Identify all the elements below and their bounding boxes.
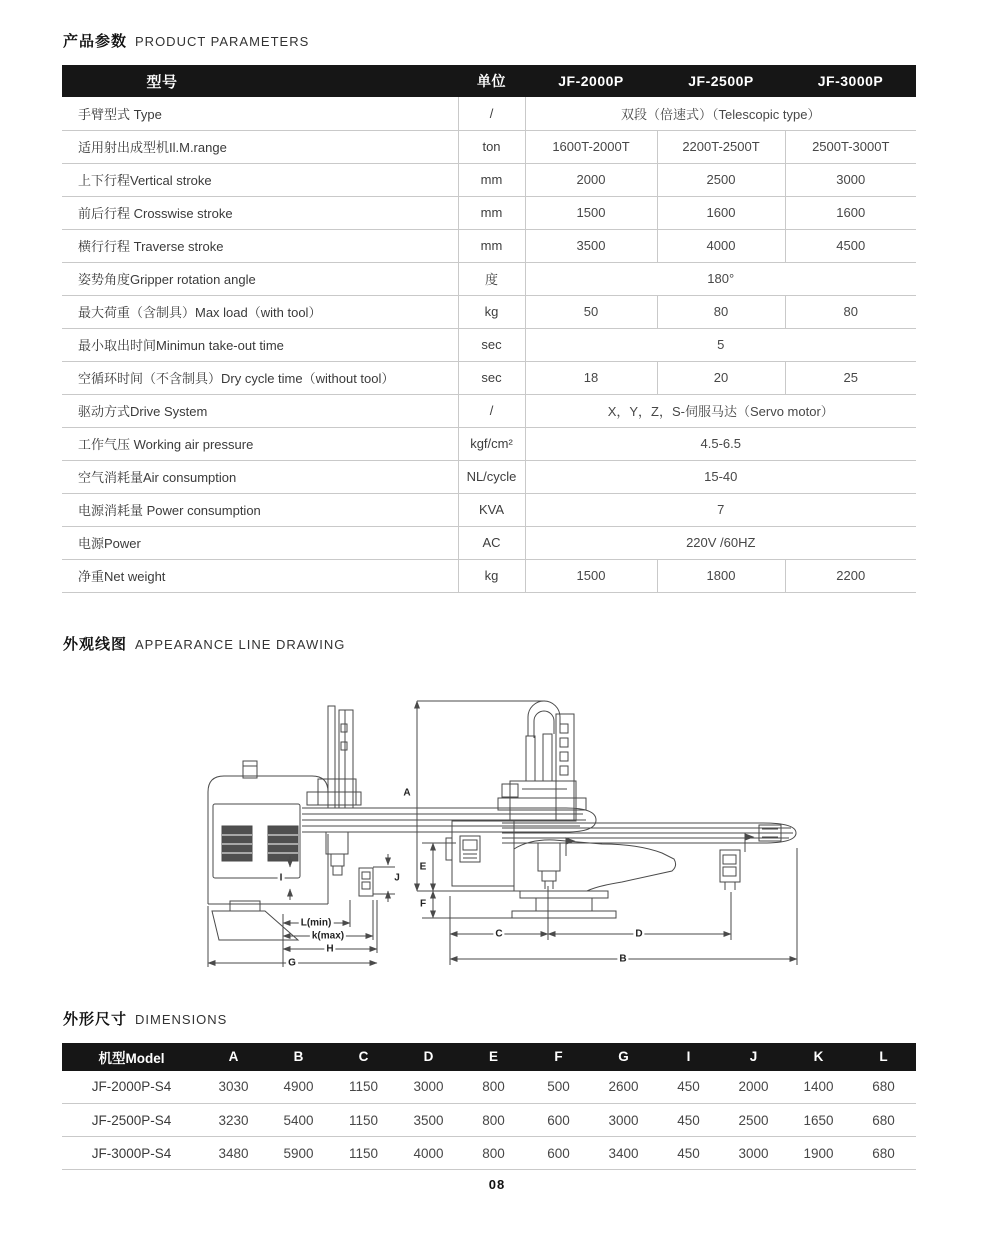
param-value: 1500 <box>525 196 657 229</box>
dim-value: 450 <box>656 1137 721 1170</box>
dimensions-header-row <box>62 1043 916 1071</box>
drawing-section-title <box>63 633 916 654</box>
table-row <box>62 394 916 427</box>
dim-header-i: I <box>656 1043 721 1071</box>
param-label: 姿势角度Gripper rotation angle <box>62 262 458 295</box>
parameters-section-title <box>63 30 916 51</box>
dim-header-d: D <box>396 1043 461 1071</box>
dim-value: 2000 <box>721 1071 786 1104</box>
parameters-title-en: PRODUCT PARAMETERS <box>135 34 310 49</box>
dim-value: 680 <box>851 1104 916 1137</box>
table-row <box>62 1071 916 1104</box>
table-row <box>62 262 916 295</box>
param-value: 1500 <box>525 559 657 592</box>
dim-header-e: E <box>461 1043 526 1071</box>
header-model-jf2500p: JF-2500P <box>657 65 785 97</box>
parameters-header-row <box>62 65 916 97</box>
param-unit: mm <box>458 196 525 229</box>
param-value: 2500T-3000T <box>785 130 916 163</box>
param-value: 1600 <box>657 196 785 229</box>
table-row <box>62 295 916 328</box>
dim-header-b: B <box>266 1043 331 1071</box>
header-model-col: 型号 <box>62 65 458 97</box>
dim-value: 800 <box>461 1104 526 1137</box>
dim-label-i: I <box>279 872 283 883</box>
dim-value: 3500 <box>396 1104 461 1137</box>
parameters-title-zh: 产品参数 <box>63 33 128 50</box>
dim-value: 500 <box>526 1071 591 1104</box>
dim-label-c: C <box>495 928 503 939</box>
param-value-span: 双段（倍速式）（Telescopic type） <box>525 97 916 130</box>
dim-value: 5400 <box>266 1104 331 1137</box>
dim-label-j: J <box>394 872 400 883</box>
parameters-table <box>62 65 916 593</box>
param-value: 18 <box>525 361 657 394</box>
dim-label-f: F <box>419 898 427 909</box>
param-unit: AC <box>458 526 525 559</box>
dim-header-a: A <box>201 1043 266 1071</box>
dim-value: 600 <box>526 1104 591 1137</box>
param-unit: sec <box>458 361 525 394</box>
param-value: 80 <box>657 295 785 328</box>
dim-value: 680 <box>851 1071 916 1104</box>
dim-header-f: F <box>526 1043 591 1071</box>
param-label: 前后行程 Crosswise stroke <box>62 196 458 229</box>
dim-label-d: D <box>635 928 643 939</box>
param-value-span: X，Y，Z，S-伺服马达（Servo motor） <box>525 394 916 427</box>
param-label: 最大荷重（含制具）Max load（with tool） <box>62 295 458 328</box>
table-row <box>62 196 916 229</box>
dim-label-kmax: k(max) <box>311 930 345 941</box>
param-label: 手臂型式 Type <box>62 97 458 130</box>
robot-line-drawing-svg <box>62 686 916 986</box>
dim-model: JF-2000P-S4 <box>62 1071 201 1104</box>
drawing-title-en: APPEARANCE LINE DRAWING <box>135 636 346 652</box>
param-unit: mm <box>458 229 525 262</box>
table-row <box>62 493 916 526</box>
dim-value: 1900 <box>786 1137 851 1170</box>
dim-value: 3400 <box>591 1137 656 1170</box>
param-value: 2000 <box>525 163 657 196</box>
param-value: 3000 <box>785 163 916 196</box>
param-label: 电源Power <box>62 526 458 559</box>
param-unit: NL/cycle <box>458 460 525 493</box>
param-value-span: 15-40 <box>525 460 916 493</box>
dim-value: 4000 <box>396 1137 461 1170</box>
param-value: 1800 <box>657 559 785 592</box>
dim-value: 680 <box>851 1137 916 1170</box>
dim-value: 450 <box>656 1071 721 1104</box>
dim-model: JF-2500P-S4 <box>62 1104 201 1137</box>
param-value-span: 5 <box>525 328 916 361</box>
page-footer <box>0 1176 994 1194</box>
param-label: 电源消耗量 Power consumption <box>62 493 458 526</box>
dim-label-h: H <box>326 943 334 954</box>
table-row <box>62 1104 916 1137</box>
table-row <box>62 97 916 130</box>
dim-value: 1150 <box>331 1071 396 1104</box>
dim-header-k: K <box>786 1043 851 1071</box>
param-unit: 度 <box>458 262 525 295</box>
param-label: 驱动方式Drive System <box>62 394 458 427</box>
table-row <box>62 460 916 493</box>
param-value-span: 220V /60HZ <box>525 526 916 559</box>
dim-label-a: A <box>403 787 411 798</box>
table-row <box>62 559 916 592</box>
param-label: 工作气压 Working air pressure <box>62 427 458 460</box>
dim-label-lmin: L(min) <box>300 917 332 928</box>
table-row <box>62 163 916 196</box>
table-row <box>62 229 916 262</box>
dim-value: 3000 <box>396 1071 461 1104</box>
param-unit: mm <box>458 163 525 196</box>
dim-value: 1150 <box>331 1137 396 1170</box>
param-unit: kgf/cm² <box>458 427 525 460</box>
dim-value: 3000 <box>591 1104 656 1137</box>
dim-value: 5900 <box>266 1137 331 1170</box>
param-value: 2200 <box>785 559 916 592</box>
dim-header-g: G <box>591 1043 656 1071</box>
dim-value: 450 <box>656 1104 721 1137</box>
param-label: 空气消耗量Air consumption <box>62 460 458 493</box>
dim-value: 600 <box>526 1137 591 1170</box>
param-label: 适用射出成型机Il.M.range <box>62 130 458 163</box>
dim-value: 4900 <box>266 1071 331 1104</box>
param-label: 最小取出时间Minimun take-out time <box>62 328 458 361</box>
dim-value: 2600 <box>591 1071 656 1104</box>
dim-value: 3000 <box>721 1137 786 1170</box>
dim-header-model: 机型Model <box>62 1043 201 1071</box>
param-value: 1600 <box>785 196 916 229</box>
dimensions-title-zh: 外形尺寸 <box>63 1010 128 1028</box>
dim-value: 3230 <box>201 1104 266 1137</box>
param-label: 空循环时间（不含制具）Dry cycle time（without tool） <box>62 361 458 394</box>
param-value: 4000 <box>657 229 785 262</box>
param-value-span: 4.5-6.5 <box>525 427 916 460</box>
param-value-span: 180° <box>525 262 916 295</box>
param-value: 25 <box>785 361 916 394</box>
param-value: 80 <box>785 295 916 328</box>
param-unit: KVA <box>458 493 525 526</box>
dim-label-b: B <box>619 953 627 964</box>
dim-value: 2500 <box>721 1104 786 1137</box>
param-value: 1600T-2000T <box>525 130 657 163</box>
param-value: 2500 <box>657 163 785 196</box>
dim-value: 1150 <box>331 1104 396 1137</box>
dimensions-section-title <box>63 1008 916 1029</box>
dim-value: 1650 <box>786 1104 851 1137</box>
param-unit: / <box>458 394 525 427</box>
table-row <box>62 526 916 559</box>
param-unit: kg <box>458 559 525 592</box>
param-label: 上下行程Vertical stroke <box>62 163 458 196</box>
param-label: 横行行程 Traverse stroke <box>62 229 458 262</box>
drawing-title-zh: 外观线图 <box>63 635 128 653</box>
dim-value: 800 <box>461 1071 526 1104</box>
param-unit: / <box>458 97 525 130</box>
dim-header-c: C <box>331 1043 396 1071</box>
header-model-jf2000p: JF-2000P <box>525 65 657 97</box>
param-value: 50 <box>525 295 657 328</box>
dim-value: 800 <box>461 1137 526 1170</box>
dim-value: 3030 <box>201 1071 266 1104</box>
param-unit: ton <box>458 130 525 163</box>
table-row <box>62 1137 916 1170</box>
param-value-span: 7 <box>525 493 916 526</box>
param-unit: sec <box>458 328 525 361</box>
table-row <box>62 130 916 163</box>
dim-model: JF-3000P-S4 <box>62 1137 201 1170</box>
param-value: 4500 <box>785 229 916 262</box>
dimensions-table <box>62 1043 916 1171</box>
param-value: 3500 <box>525 229 657 262</box>
table-row <box>62 427 916 460</box>
header-model-jf3000p: JF-3000P <box>785 65 916 97</box>
header-unit-col: 单位 <box>458 65 525 97</box>
table-row <box>62 328 916 361</box>
dim-header-j: J <box>721 1043 786 1071</box>
dimensions-title-en: DIMENSIONS <box>135 1011 228 1027</box>
dim-header-l: L <box>851 1043 916 1071</box>
page-number: 08 <box>488 1177 506 1192</box>
param-value: 2200T-2500T <box>657 130 785 163</box>
dim-value: 1400 <box>786 1071 851 1104</box>
param-label: 净重Net weight <box>62 559 458 592</box>
param-value: 20 <box>657 361 785 394</box>
param-unit: kg <box>458 295 525 328</box>
dim-label-g: G <box>288 957 296 968</box>
dim-value: 3480 <box>201 1137 266 1170</box>
appearance-line-drawing <box>62 686 916 986</box>
table-row <box>62 361 916 394</box>
dim-label-e: E <box>419 861 427 872</box>
